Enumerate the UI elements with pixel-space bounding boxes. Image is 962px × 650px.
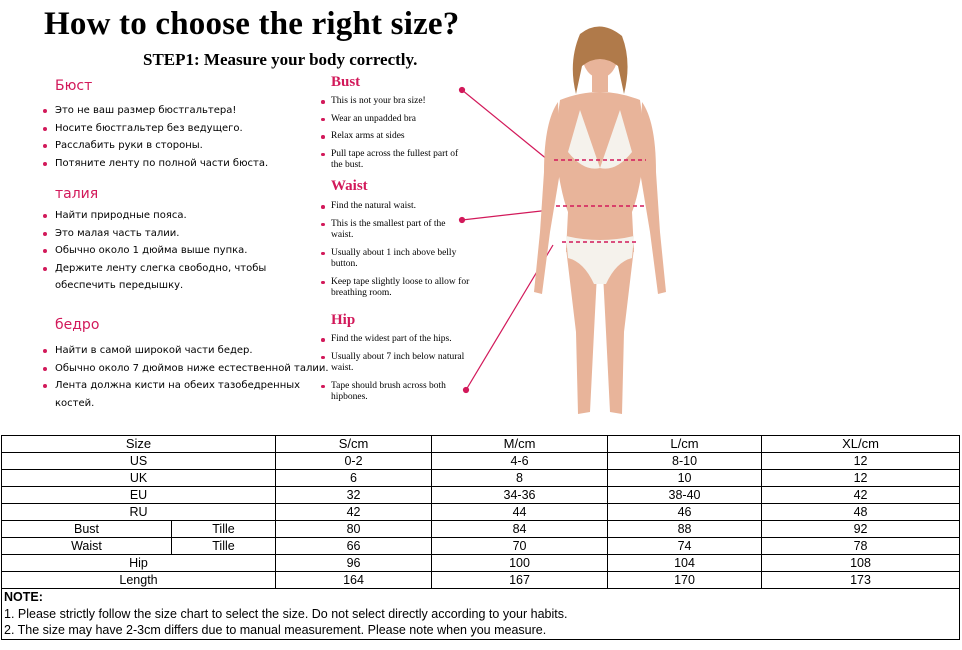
list-item: Расслабить руки в стороны. — [41, 137, 311, 155]
list-item: Это не ваш размер бюстгальтера! — [41, 102, 311, 120]
table-row — [2, 487, 960, 504]
en-waist-heading: Waist — [331, 178, 368, 194]
note-line: 2. The size may have 2-3cm differs due to manual measurement. Please note when you measure. — [4, 623, 547, 637]
table-cell: 74 — [608, 538, 762, 555]
row-label: Bust — [2, 521, 172, 538]
row-label: Hip — [2, 555, 276, 572]
hip-pointer-dot — [464, 388, 469, 393]
col-header-l: L/cm — [608, 436, 762, 453]
table-cell: 84 — [432, 521, 608, 538]
table-cell: 96 — [276, 555, 432, 572]
table-cell: 173 — [762, 572, 960, 589]
row-label: EU — [2, 487, 276, 504]
table-cell: 100 — [432, 555, 608, 572]
table-cell: 170 — [608, 572, 762, 589]
size-header: Size — [2, 436, 276, 453]
table-cell: 6 — [276, 470, 432, 487]
ru-hip-heading: бедро — [55, 317, 100, 333]
size-chart-table — [1, 435, 960, 640]
ru-bust-heading: Бюст — [55, 78, 93, 94]
table-row — [2, 538, 960, 555]
table-cell: 80 — [276, 521, 432, 538]
row-sublabel: Tille — [172, 521, 276, 538]
list-item: Tape should brush across both hipbones. — [320, 381, 470, 404]
list-item: Wear an unpadded bra — [320, 114, 470, 126]
row-label: US — [2, 453, 276, 470]
waist-pointer-dot — [460, 218, 465, 223]
list-item: Usually about 7 inch below natural waist. — [320, 352, 470, 375]
table-cell: 8 — [432, 470, 608, 487]
notes-title: NOTE: — [4, 590, 43, 604]
table-row — [2, 572, 960, 589]
row-sublabel: Tille — [172, 538, 276, 555]
table-cell: 108 — [762, 555, 960, 572]
list-item: Usually about 1 inch above belly button. — [320, 248, 470, 271]
list-item: Держите ленту слегка свободно, чтобы обеспечить передышку. — [41, 260, 311, 295]
col-header-xl: XL/cm — [762, 436, 960, 453]
list-item: Обычно около 1 дюйма выше пупка. — [41, 242, 311, 260]
bust-pointer-dot — [460, 88, 465, 93]
list-item: Find the widest part of the hips. — [320, 334, 470, 346]
en-bust-heading: Bust — [331, 74, 361, 90]
table-cell: 78 — [762, 538, 960, 555]
table-cell: 8-10 — [608, 453, 762, 470]
row-label: Length — [2, 572, 276, 589]
page-title: How to choose the right size? — [44, 6, 460, 42]
list-item: Найти в самой широкой части бедер. — [41, 342, 331, 360]
list-item: Это малая часть талии. — [41, 225, 311, 243]
col-header-s: S/cm — [276, 436, 432, 453]
list-item: Find the natural waist. — [320, 201, 470, 213]
table-cell: 88 — [608, 521, 762, 538]
table-cell: 164 — [276, 572, 432, 589]
table-cell: 10 — [608, 470, 762, 487]
table-cell: 32 — [276, 487, 432, 504]
table-cell: 66 — [276, 538, 432, 555]
ru-waist-heading: талия — [55, 186, 99, 202]
table-cell: 167 — [432, 572, 608, 589]
table-cell: 38-40 — [608, 487, 762, 504]
notes-cell — [2, 589, 960, 640]
list-item: This is not your bra size! — [320, 96, 470, 108]
table-cell: 4-6 — [432, 453, 608, 470]
list-item: Pull tape across the fullest part of the bust. — [320, 149, 470, 172]
table-row — [2, 453, 960, 470]
list-item: This is the smallest part of the waist. — [320, 219, 470, 242]
table-cell: 104 — [608, 555, 762, 572]
row-label: UK — [2, 470, 276, 487]
note-line: 1. Please strictly follow the size chart to select the size. Do not select directly according to your habits. — [4, 606, 568, 621]
table-cell: 42 — [762, 487, 960, 504]
table-cell: 48 — [762, 504, 960, 521]
table-cell: 12 — [762, 453, 960, 470]
model-figure — [520, 22, 680, 422]
table-cell: 44 — [432, 504, 608, 521]
table-row — [2, 521, 960, 538]
table-cell: 42 — [276, 504, 432, 521]
row-label: Waist — [2, 538, 172, 555]
table-row — [2, 470, 960, 487]
list-item: Найти природные пояса. — [41, 207, 311, 225]
list-item: Обычно около 7 дюймов ниже естественной талии. — [41, 360, 331, 378]
list-item: Потяните ленту по полной части бюста. — [41, 155, 311, 173]
table-header-row — [2, 436, 960, 453]
list-item: Keep tape slightly loose to allow for breathing room. — [320, 277, 470, 300]
list-item: Лента должна кисти на обеих тазобедренных костей. — [41, 377, 331, 412]
col-header-m: M/cm — [432, 436, 608, 453]
list-item: Носите бюстгальтер без ведущего. — [41, 120, 311, 138]
table-row — [2, 555, 960, 572]
row-label: RU — [2, 504, 276, 521]
table-cell: 92 — [762, 521, 960, 538]
table-cell: 46 — [608, 504, 762, 521]
table-cell: 0-2 — [276, 453, 432, 470]
table-cell: 70 — [432, 538, 608, 555]
table-row — [2, 504, 960, 521]
table-cell: 12 — [762, 470, 960, 487]
table-cell: 34-36 — [432, 487, 608, 504]
notes-row — [2, 589, 960, 640]
list-item: Relax arms at sides — [320, 131, 470, 143]
page-subtitle: STEP1: Measure your body correctly. — [143, 50, 418, 69]
en-hip-heading: Hip — [331, 312, 356, 328]
